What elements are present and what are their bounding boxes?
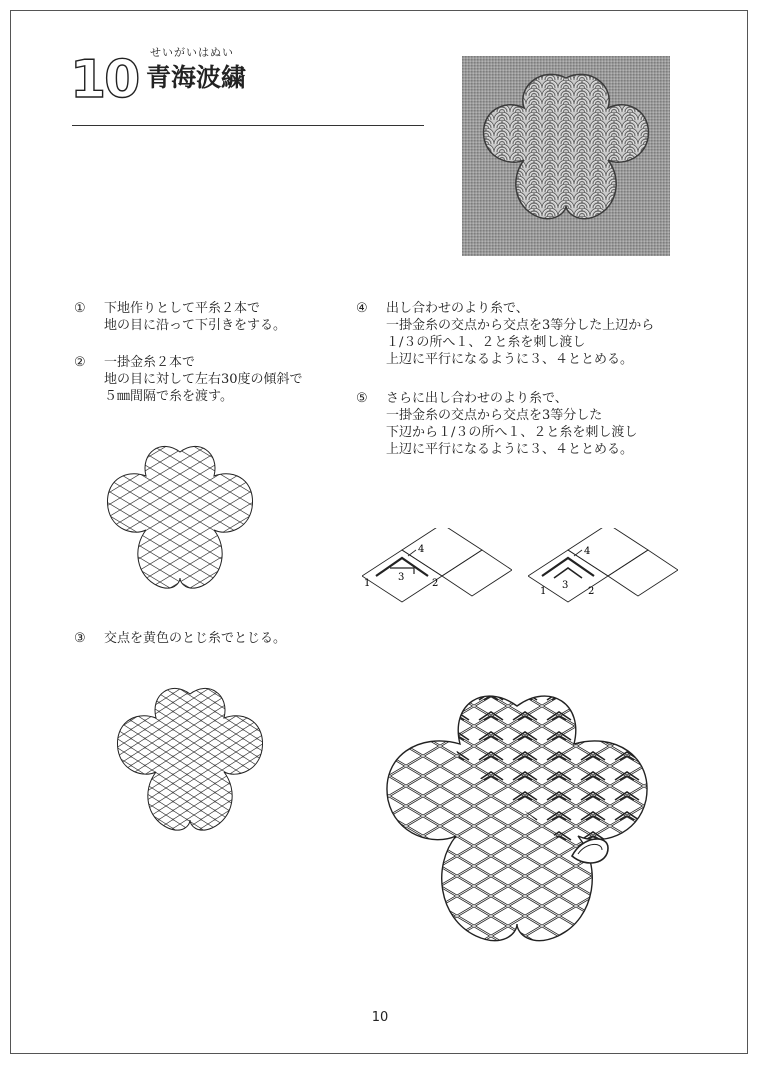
label-1: 1	[540, 586, 547, 597]
label-4: 4	[418, 544, 425, 555]
step-marker: ④	[356, 301, 368, 316]
step-marker: ②	[74, 355, 86, 370]
step-line: さらに出し合わせのより糸で、	[386, 391, 568, 406]
figure-couched-lattice	[110, 680, 270, 840]
step-marker: ①	[74, 301, 86, 316]
step-line: 一掛金糸２本で	[104, 355, 196, 370]
section-number: 10	[70, 50, 139, 110]
step-line: 下辺から１/３の所へ１、２と糸を刺し渡し	[386, 425, 638, 440]
embroidery-photo	[462, 56, 670, 256]
page-title: 青海波繍	[146, 63, 247, 92]
label-2: 2	[588, 586, 595, 597]
label-1: 1	[364, 578, 371, 589]
step-line: ５㎜間隔で糸を渡す。	[104, 389, 233, 404]
step-line: 地の目に沿って下引きをする。	[104, 318, 287, 333]
figure-step5-diagram	[528, 528, 678, 608]
step-line: 一掛金糸の交点から交点を3等分した	[386, 408, 603, 423]
step-line: １/３の所へ１、２と糸を刺し渡し	[386, 335, 586, 350]
label-4: 4	[584, 546, 591, 557]
label-3: 3	[562, 580, 569, 591]
step-line: 地の目に対して左右30度の傾斜で	[104, 372, 303, 387]
figure-step4-diagram	[362, 528, 512, 608]
title-rule	[72, 125, 424, 126]
step-line: 出し合わせのより糸で、	[386, 301, 529, 316]
step-marker: ⑤	[356, 391, 368, 406]
step-marker: ③	[74, 631, 86, 646]
step-line: 交点を黄色のとじ糸でとじる。	[104, 631, 287, 646]
figure-finished-seigaiha	[372, 686, 662, 968]
label-3: 3	[398, 572, 405, 583]
step-line: 一掛金糸の交点から交点を3等分した上辺から	[386, 318, 655, 333]
title-ruby: せいがいはぬい	[150, 46, 234, 59]
figure-lattice	[100, 438, 260, 598]
page-number: 10	[371, 1010, 389, 1025]
label-2: 2	[432, 578, 439, 589]
step-line: 下地作りとして平糸２本で	[104, 301, 261, 316]
step-line: 上辺に平行になるように３、４ととめる。	[386, 442, 634, 457]
step-line: 上辺に平行になるように３、４ととめる。	[386, 352, 634, 367]
